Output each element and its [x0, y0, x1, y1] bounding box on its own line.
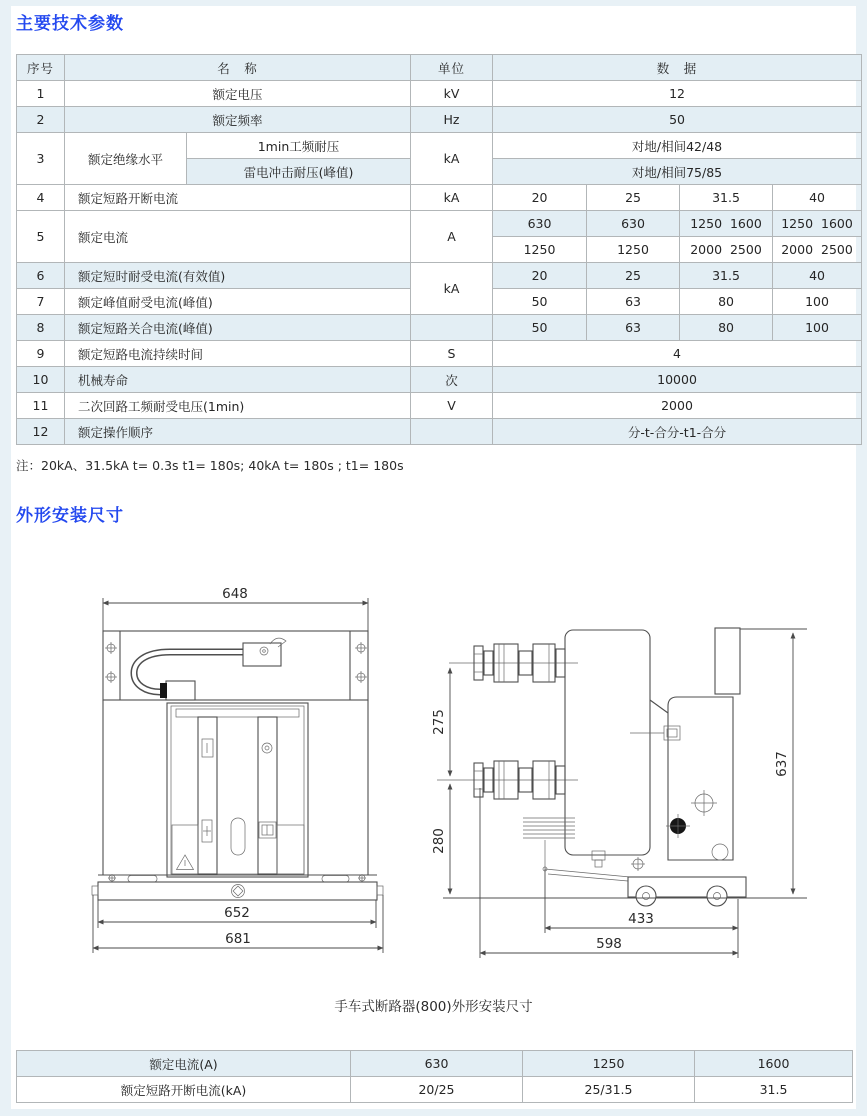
table-row	[17, 419, 862, 445]
warning-triangle-icon	[177, 855, 194, 870]
table-cell: 2000 2500	[773, 237, 862, 263]
table-cell: 额定电压	[65, 81, 411, 107]
table-cell: 机械寿命	[65, 367, 411, 393]
table-cell: 100	[773, 315, 862, 341]
table-cell: 额定短时耐受电流(有效值)	[65, 263, 411, 289]
table-row	[17, 107, 862, 133]
front-view-drawing	[92, 586, 383, 953]
table-row	[17, 367, 862, 393]
table-cell: 额定电流(A)	[17, 1051, 351, 1077]
table-cell: 20/25	[351, 1077, 523, 1103]
table-cell: Hz	[411, 107, 493, 133]
table-cell: 4	[17, 185, 65, 211]
column-header-cell: 名 称	[65, 55, 411, 81]
dim-label-598: 598	[596, 936, 622, 952]
bolt-icon	[105, 642, 367, 683]
table-cell: 5	[17, 211, 65, 263]
table-cell: 分-t-合分-t1-合分	[493, 419, 862, 445]
table-row	[17, 133, 862, 159]
dim-label-275: 275	[431, 709, 447, 735]
cable-hose	[134, 638, 286, 700]
table-cell: 80	[680, 289, 773, 315]
column-header-cell: 序号	[17, 55, 65, 81]
dim-label-681: 681	[225, 931, 251, 947]
table-cell: 6	[17, 263, 65, 289]
dimension-drawings	[0, 575, 867, 975]
table-cell: 20	[493, 263, 587, 289]
table-cell: 额定绝缘水平	[65, 133, 187, 185]
table-cell: 50	[493, 289, 587, 315]
table-cell: 额定短路开断电流(kA)	[17, 1077, 351, 1103]
section-title-parameters: 主要技术参数	[16, 14, 124, 34]
table-cell: 雷电冲击耐压(峰值)	[187, 159, 411, 185]
table-cell: 1250 1600	[680, 211, 773, 237]
table-cell: 1600	[695, 1051, 853, 1077]
spec-table	[16, 54, 862, 445]
table-cell: 3	[17, 133, 65, 185]
table-cell: 50	[493, 107, 862, 133]
dim-label-433: 433	[628, 911, 654, 927]
table-cell: 12	[17, 419, 65, 445]
section-title-dimensions: 外形安装尺寸	[16, 506, 124, 526]
table-cell: 50	[493, 315, 587, 341]
table-row	[17, 341, 862, 367]
table-cell: 2	[17, 107, 65, 133]
table-row	[17, 55, 862, 81]
table-cell: 4	[493, 341, 862, 367]
table-row	[17, 263, 862, 289]
table-row	[17, 81, 862, 107]
table-cell: 11	[17, 393, 65, 419]
table-row	[17, 1077, 853, 1103]
table-row	[17, 393, 862, 419]
trolley-base	[628, 877, 746, 906]
dim-label-652: 652	[224, 905, 250, 921]
table-cell: 二次回路工频耐受电压(1min)	[65, 393, 411, 419]
note-text: 注：20kA、31.5kA t= 0.3s t1= 180s; 40kA t= 180s ; t1= 180s	[16, 458, 404, 473]
table-cell: 9	[17, 341, 65, 367]
breaker-body-side	[523, 628, 807, 881]
table-cell: 630	[493, 211, 587, 237]
table-row	[17, 185, 862, 211]
breaker-body-front	[167, 703, 308, 877]
base-front	[92, 874, 383, 900]
table-cell: 40	[773, 185, 862, 211]
rating-table-grid	[16, 1050, 853, 1103]
column-header-cell: 数 据	[493, 55, 862, 81]
table-cell: 12	[493, 81, 862, 107]
table-row	[17, 315, 862, 341]
table-cell	[411, 419, 493, 445]
table-cell: 20	[493, 185, 587, 211]
table-cell: 40	[773, 263, 862, 289]
table-cell: 1	[17, 81, 65, 107]
table-cell	[411, 315, 493, 341]
table-cell: A	[411, 211, 493, 263]
table-cell: 630	[587, 211, 680, 237]
spec-table-grid	[16, 54, 862, 445]
table-cell: S	[411, 341, 493, 367]
table-row	[17, 1051, 853, 1077]
table-cell: 31.5	[695, 1077, 853, 1103]
table-cell: 额定操作顺序	[65, 419, 411, 445]
table-cell: 次	[411, 367, 493, 393]
table-cell: 1250 1600	[773, 211, 862, 237]
rating-table	[16, 1050, 853, 1103]
table-cell: 对地/相间75/85	[493, 159, 862, 185]
table-cell: 31.5	[680, 185, 773, 211]
table-cell: 8	[17, 315, 65, 341]
table-cell: 63	[587, 315, 680, 341]
table-cell: 31.5	[680, 263, 773, 289]
table-cell: kV	[411, 81, 493, 107]
dim-label-637: 637	[774, 751, 790, 777]
table-row	[17, 211, 862, 237]
table-cell: V	[411, 393, 493, 419]
table-cell: 2000 2500	[680, 237, 773, 263]
table-cell: 25/31.5	[523, 1077, 695, 1103]
table-cell: kA	[411, 133, 493, 185]
table-cell: 7	[17, 289, 65, 315]
dim-label-648: 648	[222, 586, 248, 602]
table-cell: 1250	[523, 1051, 695, 1077]
table-cell: 25	[587, 263, 680, 289]
table-cell: 额定短路关合电流(峰值)	[65, 315, 411, 341]
table-cell: 额定峰值耐受电流(峰值)	[65, 289, 411, 315]
table-cell: 对地/相间42/48	[493, 133, 862, 159]
table-cell: 1min工频耐压	[187, 133, 411, 159]
table-cell: kA	[411, 185, 493, 211]
table-cell: 630	[351, 1051, 523, 1077]
table-cell: 63	[587, 289, 680, 315]
page-margin-top	[0, 0, 867, 6]
side-view-drawing	[431, 628, 807, 958]
table-cell: 10000	[493, 367, 862, 393]
table-cell: 2000	[493, 393, 862, 419]
table-cell: 额定短路开断电流	[65, 185, 411, 211]
table-cell: 25	[587, 185, 680, 211]
table-cell: 80	[680, 315, 773, 341]
table-cell: 10	[17, 367, 65, 393]
dim-label-280: 280	[431, 828, 447, 854]
column-header-cell: 单位	[411, 55, 493, 81]
table-cell: kA	[411, 263, 493, 315]
table-cell: 额定电流	[65, 211, 411, 263]
drawing-caption: 手车式断路器(800)外形安装尺寸	[334, 999, 533, 1015]
page-margin-bottom	[0, 1109, 867, 1116]
table-cell: 1250	[493, 237, 587, 263]
table-cell: 额定短路电流持续时间	[65, 341, 411, 367]
table-cell: 100	[773, 289, 862, 315]
table-cell: 1250	[587, 237, 680, 263]
table-cell: 额定频率	[65, 107, 411, 133]
